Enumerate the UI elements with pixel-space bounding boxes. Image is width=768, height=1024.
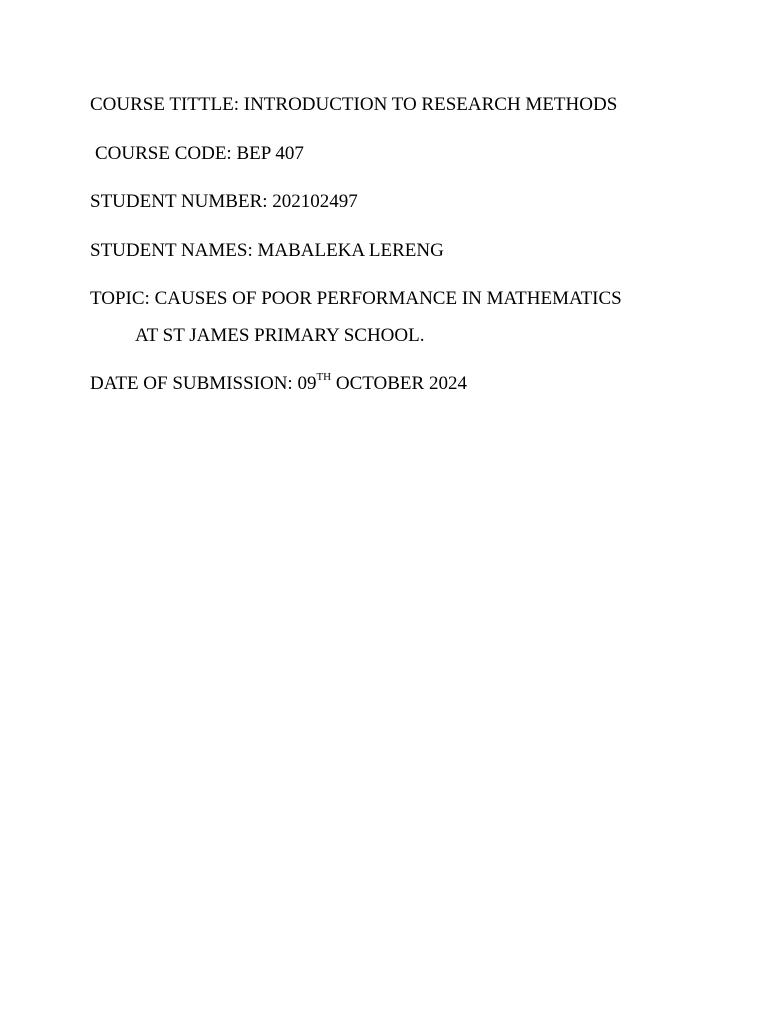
submission-date-prefix: DATE OF SUBMISSION: 09 <box>90 373 317 394</box>
topic-line-1: TOPIC: CAUSES OF POOR PERFORMANCE IN MATHEMATICS <box>90 288 622 309</box>
topic-line-2: AT ST JAMES PRIMARY SCHOOL. <box>135 325 425 346</box>
student-number-line: STUDENT NUMBER: 202102497 <box>90 191 358 212</box>
submission-date-suffix: OCTOBER 2024 <box>331 373 467 394</box>
course-code-line: COURSE CODE: BEP 407 <box>95 143 304 164</box>
submission-date-line <box>90 372 467 396</box>
student-names-line: STUDENT NAMES: MABALEKA LERENG <box>90 240 444 261</box>
date-ordinal-superscript: TH <box>316 370 332 383</box>
course-title-line: COURSE TITTLE: INTRODUCTION TO RESEARCH METHODS <box>90 94 618 115</box>
